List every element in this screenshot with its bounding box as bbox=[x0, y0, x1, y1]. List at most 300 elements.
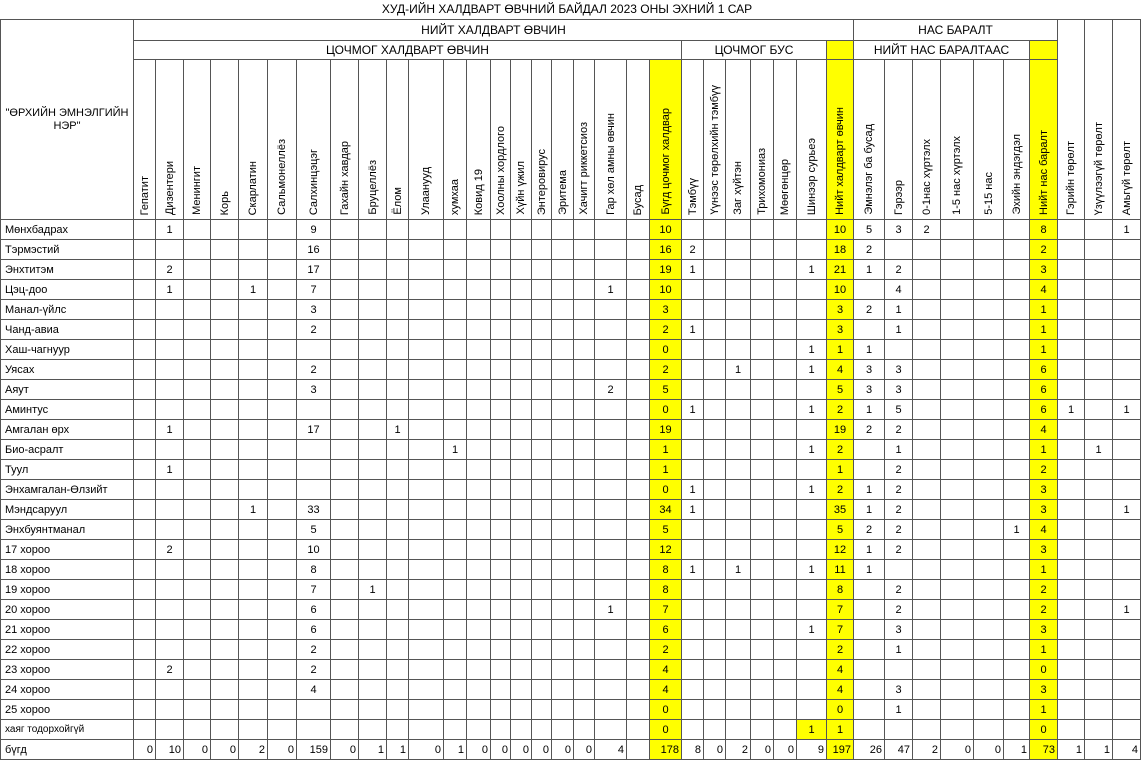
table-cell[interactable]: 0 bbox=[511, 740, 532, 760]
table-cell[interactable] bbox=[1113, 560, 1141, 580]
table-cell[interactable] bbox=[211, 480, 239, 500]
table-cell[interactable] bbox=[444, 340, 467, 360]
table-cell[interactable]: 4 bbox=[885, 280, 913, 300]
table-cell[interactable] bbox=[184, 240, 211, 260]
table-cell[interactable] bbox=[331, 280, 359, 300]
table-cell[interactable] bbox=[134, 320, 156, 340]
table-cell[interactable] bbox=[797, 500, 827, 520]
table-cell[interactable] bbox=[774, 500, 797, 520]
table-cell[interactable] bbox=[444, 620, 467, 640]
table-cell[interactable] bbox=[268, 420, 297, 440]
table-cell[interactable]: 16 bbox=[297, 240, 331, 260]
table-cell[interactable] bbox=[387, 340, 409, 360]
table-cell[interactable] bbox=[854, 620, 885, 640]
table-cell[interactable] bbox=[532, 260, 552, 280]
table-cell[interactable]: 2 bbox=[1030, 580, 1058, 600]
table-cell[interactable] bbox=[941, 580, 974, 600]
table-cell[interactable]: 1 bbox=[854, 400, 885, 420]
table-cell[interactable] bbox=[627, 280, 650, 300]
table-cell[interactable] bbox=[359, 400, 387, 420]
table-cell[interactable] bbox=[574, 720, 595, 740]
table-cell[interactable] bbox=[211, 340, 239, 360]
table-cell[interactable] bbox=[511, 460, 532, 480]
table-cell[interactable]: 2 bbox=[885, 540, 913, 560]
table-cell[interactable] bbox=[574, 440, 595, 460]
table-cell[interactable] bbox=[134, 340, 156, 360]
table-cell[interactable] bbox=[1113, 520, 1141, 540]
table-cell[interactable] bbox=[268, 600, 297, 620]
table-cell[interactable] bbox=[211, 640, 239, 660]
table-cell[interactable]: 2 bbox=[650, 360, 682, 380]
table-cell[interactable] bbox=[239, 660, 268, 680]
table-cell[interactable] bbox=[913, 540, 941, 560]
table-cell[interactable]: 178 bbox=[650, 740, 682, 760]
table-cell[interactable] bbox=[1004, 680, 1030, 700]
table-cell[interactable] bbox=[552, 720, 574, 740]
table-cell[interactable] bbox=[1004, 340, 1030, 360]
table-cell[interactable] bbox=[268, 520, 297, 540]
table-cell[interactable] bbox=[704, 560, 726, 580]
table-cell[interactable] bbox=[1058, 380, 1085, 400]
table-cell[interactable] bbox=[444, 540, 467, 560]
table-cell[interactable]: 10 bbox=[827, 220, 854, 240]
table-cell[interactable] bbox=[974, 360, 1004, 380]
table-cell[interactable] bbox=[1113, 420, 1141, 440]
table-cell[interactable] bbox=[574, 540, 595, 560]
table-cell[interactable]: 1 bbox=[387, 740, 409, 760]
table-cell[interactable]: 2 bbox=[297, 360, 331, 380]
table-cell[interactable]: 1 bbox=[726, 360, 751, 380]
table-cell[interactable]: 1 bbox=[682, 320, 704, 340]
table-cell[interactable] bbox=[184, 360, 211, 380]
table-cell[interactable] bbox=[359, 700, 387, 720]
table-cell[interactable] bbox=[239, 600, 268, 620]
row-name[interactable]: Цэц-доо bbox=[1, 280, 134, 300]
table-cell[interactable] bbox=[331, 500, 359, 520]
table-cell[interactable] bbox=[595, 660, 627, 680]
table-cell[interactable] bbox=[751, 280, 774, 300]
table-cell[interactable] bbox=[156, 520, 184, 540]
table-cell[interactable] bbox=[974, 440, 1004, 460]
table-cell[interactable] bbox=[444, 460, 467, 480]
table-cell[interactable] bbox=[726, 700, 751, 720]
table-cell[interactable]: 1 bbox=[387, 420, 409, 440]
table-cell[interactable] bbox=[491, 420, 511, 440]
table-cell[interactable] bbox=[134, 440, 156, 460]
table-cell[interactable] bbox=[156, 600, 184, 620]
table-cell[interactable]: 6 bbox=[297, 620, 331, 640]
table-cell[interactable]: 2 bbox=[854, 520, 885, 540]
table-cell[interactable]: 1 bbox=[650, 440, 682, 460]
table-cell[interactable] bbox=[854, 680, 885, 700]
table-cell[interactable] bbox=[331, 580, 359, 600]
table-cell[interactable] bbox=[941, 360, 974, 380]
table-cell[interactable] bbox=[595, 440, 627, 460]
row-name[interactable]: Энхамгалан-Өлзийт bbox=[1, 480, 134, 500]
table-cell[interactable] bbox=[627, 700, 650, 720]
table-cell[interactable] bbox=[387, 620, 409, 640]
table-cell[interactable]: 1 bbox=[1058, 400, 1085, 420]
table-cell[interactable]: 0 bbox=[184, 740, 211, 760]
table-cell[interactable]: 0 bbox=[650, 700, 682, 720]
table-cell[interactable] bbox=[751, 560, 774, 580]
table-cell[interactable] bbox=[184, 600, 211, 620]
table-cell[interactable]: 0 bbox=[751, 740, 774, 760]
table-cell[interactable] bbox=[751, 540, 774, 560]
table-cell[interactable] bbox=[156, 360, 184, 380]
table-cell[interactable]: 0 bbox=[532, 740, 552, 760]
table-cell[interactable] bbox=[1058, 260, 1085, 280]
table-cell[interactable]: 1 bbox=[797, 440, 827, 460]
table-cell[interactable] bbox=[552, 660, 574, 680]
table-cell[interactable] bbox=[1004, 360, 1030, 380]
table-cell[interactable] bbox=[885, 560, 913, 580]
table-cell[interactable] bbox=[387, 280, 409, 300]
table-cell[interactable]: 12 bbox=[650, 540, 682, 560]
table-cell[interactable]: 2 bbox=[885, 520, 913, 540]
table-cell[interactable]: 5 bbox=[854, 220, 885, 240]
table-cell[interactable] bbox=[627, 300, 650, 320]
table-cell[interactable] bbox=[941, 380, 974, 400]
table-cell[interactable]: 21 bbox=[827, 260, 854, 280]
table-cell[interactable] bbox=[552, 260, 574, 280]
table-cell[interactable] bbox=[627, 220, 650, 240]
table-cell[interactable]: 2 bbox=[1030, 600, 1058, 620]
table-cell[interactable] bbox=[1113, 340, 1141, 360]
table-cell[interactable] bbox=[409, 700, 444, 720]
table-cell[interactable] bbox=[1058, 600, 1085, 620]
table-cell[interactable] bbox=[682, 360, 704, 380]
table-cell[interactable] bbox=[387, 520, 409, 540]
table-cell[interactable] bbox=[444, 660, 467, 680]
table-cell[interactable] bbox=[359, 440, 387, 460]
table-cell[interactable] bbox=[511, 260, 532, 280]
table-cell[interactable] bbox=[239, 700, 268, 720]
table-cell[interactable] bbox=[854, 280, 885, 300]
table-cell[interactable] bbox=[387, 660, 409, 680]
table-cell[interactable] bbox=[511, 320, 532, 340]
table-cell[interactable] bbox=[409, 540, 444, 560]
table-cell[interactable] bbox=[1058, 500, 1085, 520]
table-cell[interactable] bbox=[1004, 240, 1030, 260]
table-cell[interactable] bbox=[532, 620, 552, 640]
table-cell[interactable] bbox=[184, 640, 211, 660]
table-cell[interactable] bbox=[409, 640, 444, 660]
table-cell[interactable] bbox=[268, 560, 297, 580]
table-cell[interactable] bbox=[941, 400, 974, 420]
table-cell[interactable] bbox=[467, 500, 491, 520]
row-name[interactable]: Хаш-чагнуур bbox=[1, 340, 134, 360]
table-cell[interactable] bbox=[1058, 680, 1085, 700]
table-cell[interactable] bbox=[574, 600, 595, 620]
table-cell[interactable] bbox=[467, 340, 491, 360]
table-cell[interactable] bbox=[774, 280, 797, 300]
table-cell[interactable] bbox=[941, 620, 974, 640]
table-cell[interactable] bbox=[297, 720, 331, 740]
table-cell[interactable] bbox=[239, 640, 268, 660]
table-cell[interactable]: 0 bbox=[134, 740, 156, 760]
table-cell[interactable] bbox=[726, 400, 751, 420]
table-cell[interactable] bbox=[211, 260, 239, 280]
table-cell[interactable] bbox=[444, 500, 467, 520]
table-cell[interactable] bbox=[532, 320, 552, 340]
table-cell[interactable]: 1 bbox=[1113, 500, 1141, 520]
table-cell[interactable] bbox=[1085, 580, 1113, 600]
table-cell[interactable] bbox=[552, 540, 574, 560]
table-cell[interactable] bbox=[797, 640, 827, 660]
table-cell[interactable]: 1 bbox=[444, 740, 467, 760]
table-cell[interactable] bbox=[211, 580, 239, 600]
table-cell[interactable] bbox=[211, 220, 239, 240]
table-cell[interactable]: 4 bbox=[827, 680, 854, 700]
table-cell[interactable] bbox=[387, 680, 409, 700]
table-cell[interactable] bbox=[491, 320, 511, 340]
table-cell[interactable]: 2 bbox=[650, 640, 682, 660]
table-cell[interactable] bbox=[682, 640, 704, 660]
table-cell[interactable]: 1 bbox=[797, 720, 827, 740]
table-cell[interactable]: 3 bbox=[854, 360, 885, 380]
table-cell[interactable] bbox=[1085, 340, 1113, 360]
table-cell[interactable] bbox=[552, 700, 574, 720]
table-cell[interactable] bbox=[409, 480, 444, 500]
table-cell[interactable] bbox=[627, 460, 650, 480]
table-cell[interactable]: 0 bbox=[1030, 660, 1058, 680]
table-cell[interactable] bbox=[239, 340, 268, 360]
table-cell[interactable] bbox=[1004, 220, 1030, 240]
table-cell[interactable] bbox=[574, 360, 595, 380]
table-cell[interactable] bbox=[134, 220, 156, 240]
table-cell[interactable] bbox=[387, 400, 409, 420]
table-cell[interactable]: 0 bbox=[409, 740, 444, 760]
table-cell[interactable] bbox=[511, 340, 532, 360]
table-cell[interactable]: 6 bbox=[1030, 360, 1058, 380]
table-cell[interactable] bbox=[387, 640, 409, 660]
table-cell[interactable]: 1 bbox=[797, 560, 827, 580]
table-cell[interactable]: 2 bbox=[885, 600, 913, 620]
table-cell[interactable] bbox=[941, 260, 974, 280]
table-cell[interactable] bbox=[184, 520, 211, 540]
table-cell[interactable] bbox=[532, 360, 552, 380]
table-cell[interactable] bbox=[974, 600, 1004, 620]
table-cell[interactable] bbox=[1004, 700, 1030, 720]
table-cell[interactable] bbox=[134, 540, 156, 560]
table-cell[interactable] bbox=[974, 520, 1004, 540]
table-cell[interactable]: 1 bbox=[1085, 440, 1113, 460]
table-cell[interactable] bbox=[331, 560, 359, 580]
table-cell[interactable] bbox=[491, 240, 511, 260]
table-cell[interactable] bbox=[134, 620, 156, 640]
table-cell[interactable] bbox=[913, 520, 941, 540]
table-cell[interactable] bbox=[331, 340, 359, 360]
table-cell[interactable] bbox=[387, 320, 409, 340]
table-cell[interactable] bbox=[574, 460, 595, 480]
table-cell[interactable]: 4 bbox=[297, 680, 331, 700]
table-cell[interactable] bbox=[751, 260, 774, 280]
table-cell[interactable] bbox=[134, 260, 156, 280]
table-cell[interactable] bbox=[751, 720, 774, 740]
table-cell[interactable] bbox=[239, 360, 268, 380]
table-cell[interactable] bbox=[444, 480, 467, 500]
table-cell[interactable] bbox=[532, 440, 552, 460]
table-cell[interactable] bbox=[774, 320, 797, 340]
table-cell[interactable]: 1 bbox=[885, 300, 913, 320]
table-cell[interactable] bbox=[627, 440, 650, 460]
table-cell[interactable]: 1 bbox=[595, 280, 627, 300]
table-cell[interactable] bbox=[359, 520, 387, 540]
table-cell[interactable] bbox=[134, 420, 156, 440]
row-name[interactable]: 21 хороо bbox=[1, 620, 134, 640]
table-cell[interactable] bbox=[532, 340, 552, 360]
table-cell[interactable] bbox=[726, 380, 751, 400]
table-cell[interactable] bbox=[1085, 280, 1113, 300]
table-cell[interactable]: 2 bbox=[885, 500, 913, 520]
table-cell[interactable] bbox=[467, 580, 491, 600]
table-cell[interactable] bbox=[704, 580, 726, 600]
table-cell[interactable] bbox=[1058, 420, 1085, 440]
table-cell[interactable] bbox=[704, 600, 726, 620]
table-cell[interactable]: 3 bbox=[885, 680, 913, 700]
table-cell[interactable] bbox=[704, 660, 726, 680]
table-cell[interactable] bbox=[595, 460, 627, 480]
table-cell[interactable]: 17 bbox=[297, 260, 331, 280]
table-cell[interactable] bbox=[1085, 560, 1113, 580]
table-cell[interactable] bbox=[444, 300, 467, 320]
table-cell[interactable] bbox=[387, 260, 409, 280]
table-cell[interactable] bbox=[726, 640, 751, 660]
table-cell[interactable]: 1 bbox=[444, 440, 467, 460]
table-cell[interactable] bbox=[511, 360, 532, 380]
table-cell[interactable] bbox=[774, 700, 797, 720]
table-cell[interactable]: 2 bbox=[297, 660, 331, 680]
table-cell[interactable] bbox=[1085, 300, 1113, 320]
table-cell[interactable] bbox=[1085, 460, 1113, 480]
table-cell[interactable] bbox=[552, 500, 574, 520]
table-cell[interactable] bbox=[268, 580, 297, 600]
table-cell[interactable] bbox=[297, 340, 331, 360]
table-cell[interactable] bbox=[1113, 240, 1141, 260]
table-cell[interactable] bbox=[627, 600, 650, 620]
table-cell[interactable] bbox=[467, 700, 491, 720]
table-cell[interactable] bbox=[1058, 640, 1085, 660]
table-cell[interactable] bbox=[467, 600, 491, 620]
table-cell[interactable]: 1 bbox=[359, 740, 387, 760]
table-cell[interactable] bbox=[156, 560, 184, 580]
table-cell[interactable]: 33 bbox=[297, 500, 331, 520]
table-cell[interactable]: 8 bbox=[650, 580, 682, 600]
table-cell[interactable] bbox=[268, 320, 297, 340]
table-cell[interactable] bbox=[359, 600, 387, 620]
table-cell[interactable] bbox=[797, 600, 827, 620]
table-cell[interactable]: 1 bbox=[682, 400, 704, 420]
table-cell[interactable] bbox=[211, 680, 239, 700]
table-cell[interactable] bbox=[1058, 520, 1085, 540]
table-cell[interactable]: 7 bbox=[827, 600, 854, 620]
table-cell[interactable] bbox=[974, 320, 1004, 340]
table-cell[interactable] bbox=[268, 260, 297, 280]
table-cell[interactable]: 1 bbox=[156, 460, 184, 480]
table-cell[interactable]: 2 bbox=[156, 660, 184, 680]
table-cell[interactable] bbox=[574, 620, 595, 640]
table-cell[interactable] bbox=[726, 620, 751, 640]
table-cell[interactable] bbox=[913, 460, 941, 480]
table-cell[interactable] bbox=[627, 340, 650, 360]
table-cell[interactable]: 2 bbox=[650, 320, 682, 340]
table-cell[interactable] bbox=[595, 400, 627, 420]
table-cell[interactable] bbox=[331, 700, 359, 720]
table-cell[interactable] bbox=[1085, 400, 1113, 420]
table-cell[interactable] bbox=[239, 540, 268, 560]
table-cell[interactable] bbox=[1113, 620, 1141, 640]
table-cell[interactable] bbox=[532, 660, 552, 680]
table-cell[interactable] bbox=[387, 360, 409, 380]
table-cell[interactable] bbox=[239, 420, 268, 440]
table-cell[interactable] bbox=[751, 680, 774, 700]
table-cell[interactable] bbox=[751, 320, 774, 340]
table-cell[interactable] bbox=[184, 340, 211, 360]
table-cell[interactable] bbox=[704, 260, 726, 280]
table-cell[interactable] bbox=[491, 580, 511, 600]
table-cell[interactable]: 1 bbox=[1030, 440, 1058, 460]
table-cell[interactable]: 1 bbox=[827, 460, 854, 480]
table-cell[interactable] bbox=[774, 340, 797, 360]
table-cell[interactable]: 16 bbox=[650, 240, 682, 260]
table-cell[interactable] bbox=[331, 360, 359, 380]
table-cell[interactable] bbox=[1085, 520, 1113, 540]
table-cell[interactable] bbox=[409, 240, 444, 260]
table-cell[interactable] bbox=[211, 240, 239, 260]
table-cell[interactable] bbox=[595, 700, 627, 720]
table-cell[interactable]: 0 bbox=[650, 720, 682, 740]
table-cell[interactable] bbox=[726, 220, 751, 240]
table-cell[interactable] bbox=[552, 280, 574, 300]
table-cell[interactable] bbox=[331, 240, 359, 260]
table-cell[interactable] bbox=[134, 380, 156, 400]
table-cell[interactable] bbox=[751, 660, 774, 680]
table-cell[interactable]: 7 bbox=[297, 280, 331, 300]
table-cell[interactable] bbox=[682, 280, 704, 300]
table-cell[interactable] bbox=[511, 520, 532, 540]
table-cell[interactable] bbox=[331, 380, 359, 400]
table-cell[interactable] bbox=[467, 560, 491, 580]
table-cell[interactable] bbox=[974, 680, 1004, 700]
table-cell[interactable] bbox=[1085, 680, 1113, 700]
table-cell[interactable] bbox=[184, 500, 211, 520]
table-cell[interactable] bbox=[595, 720, 627, 740]
table-cell[interactable] bbox=[511, 400, 532, 420]
table-cell[interactable]: 2 bbox=[827, 400, 854, 420]
table-cell[interactable] bbox=[532, 300, 552, 320]
table-cell[interactable] bbox=[532, 500, 552, 520]
table-cell[interactable] bbox=[974, 640, 1004, 660]
table-cell[interactable] bbox=[627, 240, 650, 260]
table-cell[interactable] bbox=[751, 420, 774, 440]
table-cell[interactable] bbox=[1058, 460, 1085, 480]
row-name[interactable]: Био-асралт bbox=[1, 440, 134, 460]
table-cell[interactable]: 1 bbox=[827, 720, 854, 740]
table-cell[interactable] bbox=[467, 400, 491, 420]
table-cell[interactable] bbox=[774, 460, 797, 480]
table-cell[interactable] bbox=[134, 720, 156, 740]
table-cell[interactable] bbox=[595, 500, 627, 520]
table-cell[interactable] bbox=[774, 400, 797, 420]
table-cell[interactable] bbox=[409, 440, 444, 460]
table-cell[interactable] bbox=[751, 500, 774, 520]
table-cell[interactable] bbox=[491, 520, 511, 540]
table-cell[interactable] bbox=[156, 620, 184, 640]
table-cell[interactable] bbox=[774, 600, 797, 620]
table-cell[interactable]: 2 bbox=[827, 640, 854, 660]
table-cell[interactable] bbox=[797, 280, 827, 300]
